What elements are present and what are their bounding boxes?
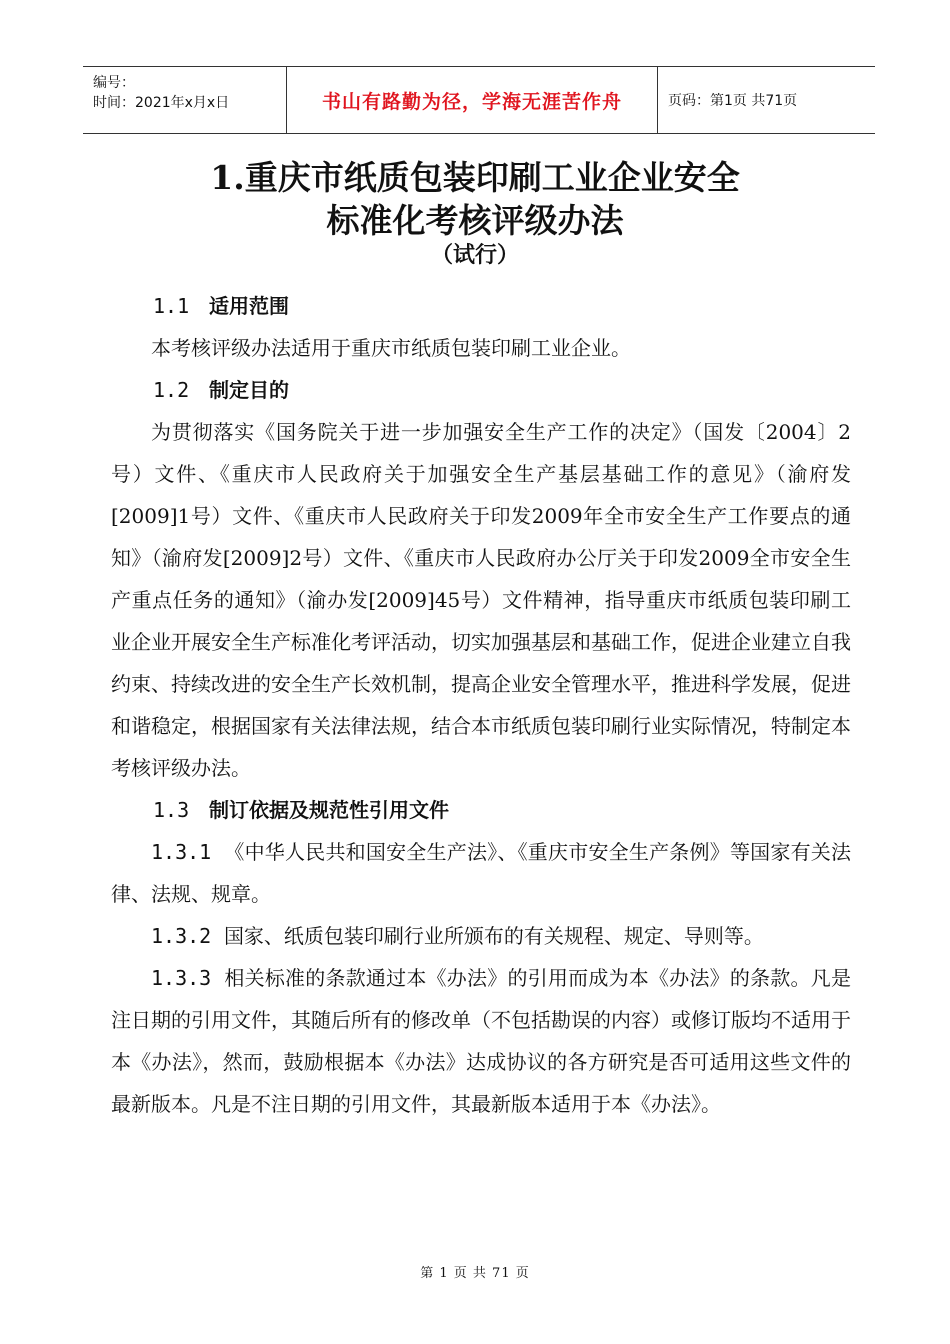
- section-paragraph-1-1: 本考核评级办法适用于重庆市纸质包装印刷工业企业。: [151, 336, 631, 360]
- item-number: 1.3.1: [151, 840, 212, 864]
- page-footer: 第 1 页 共 71 页: [420, 1266, 530, 1281]
- section-heading-1-1: [111, 285, 851, 327]
- section-heading-1-2: [111, 369, 851, 411]
- number-label: 编号：: [93, 75, 135, 91]
- section-number: 1.3: [153, 798, 190, 822]
- time-label: 时间：2021年x月x日: [93, 95, 230, 111]
- item-text: 相关标准的条款通过本《办法》的引用而成为本《办法》的条款。凡是注日期的引用文件，其随后所有的修改单（不包括勘误的内容）或修订版均不适用于本《办法》，然而，鼓励根据本《办法》达成协议的各方研究是否可适用这些文件的最新版本。凡是不注日期的引用文件，其最新版本适用于本《办法》。: [111, 966, 851, 1116]
- section-title: 制定目的: [209, 378, 289, 402]
- section-title: 适用范围: [209, 294, 289, 318]
- document-body: [111, 285, 851, 1125]
- item-1-3-3: [111, 957, 851, 1125]
- item-text: 国家、纸质包装印刷行业所颁布的有关规程、规定、导则等。: [223, 924, 764, 948]
- item-1-3-2: [111, 915, 851, 957]
- header-page-info: 页码：第1页 共71页: [668, 93, 798, 109]
- section-heading-1-3: [111, 789, 851, 831]
- section-number: 1.2: [153, 378, 190, 402]
- item-number: 1.3.2: [151, 924, 212, 948]
- section-title: 制订依据及规范性引用文件: [209, 798, 449, 822]
- document-title-line3: （试行）: [430, 242, 519, 268]
- section-paragraph-1-2: 为贯彻落实《国务院关于进一步加强安全生产工作的决定》（国发〔2004〕2号）文件、《重庆市人民政府关于加强安全生产基层基础工作的意见》（渝府发[2009]1号）文件、《重庆市人民政府关于印发2009年全市安全生产工作要点的通知》（渝府发[2009]2号）文件、《重庆市人民政府办公厅关于印发2009全市安全生产重点任务的通知》（渝办发[2009]45号）文件精神，指导重庆市纸质包装印刷工业企业开展安全生产标准化考评活动，切实加强基层和基础工作，促进企业建立自我约束、持续改进的安全生产长效机制，提高企业安全管理水平，推进科学发展，促进和谐稳定，根据国家有关法律法规，结合本市纸质包装印刷行业实际情况，特制定本考核评级办法。: [111, 420, 851, 780]
- document-title-line2: 标准化考核评级办法: [326, 201, 624, 240]
- item-number: 1.3.3: [151, 966, 212, 990]
- page-header: [83, 66, 875, 134]
- header-meta: [83, 67, 286, 133]
- section-number: 1.1: [153, 294, 190, 318]
- item-text: 《中华人民共和国安全生产法》、《重庆市安全生产条例》等国家有关法律、法规、规章。: [111, 840, 852, 906]
- document-title-line1: 1.重庆市纸质包装印刷工业企业安全: [210, 158, 740, 197]
- item-1-3-1: [111, 831, 851, 915]
- header-motto: 书山有路勤为径，学海无涯苦作舟: [286, 67, 658, 133]
